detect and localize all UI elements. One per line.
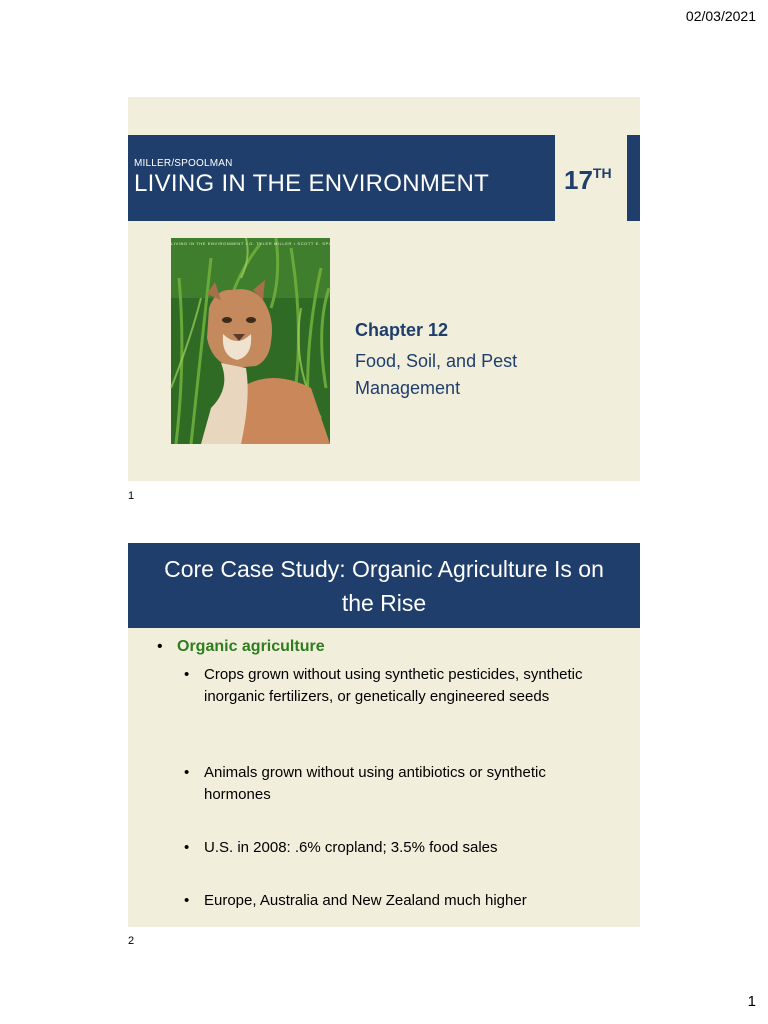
accent-bar [627,135,640,221]
bullet-dot: • [157,638,163,655]
authors: MILLER/SPOOLMAN [134,158,233,169]
cover-text: LIVING IN THE ENVIRONMENT • G. TYLER MILLER • SCOTT E. SPOOLMAN [171,241,350,246]
sub-bullet-text: U.S. in 2008: .6% cropland; 3.5% food sales [204,839,498,856]
main-bullet [157,636,627,660]
slide-1 [128,97,640,481]
slide-number-1: 1 [128,490,135,502]
cougar-cover-illustration [171,238,350,444]
bullet-dot: • [184,764,190,781]
print-date: 02/03/2021 [685,8,756,24]
slide-2 [128,543,640,927]
bullet-dot: • [184,839,190,856]
page-number: 1 [747,993,756,1010]
main-bullet-text: Organic agriculture [177,638,325,655]
slide-title: Core Case Study: Organic Agriculture Is on the Rise [164,555,604,616]
edition-number: 17 [564,165,593,195]
book-cover-image [171,238,350,444]
bullet-dot: • [184,666,190,683]
sub-bullet [184,664,604,734]
sub-bullet [184,890,604,914]
slide-header [128,543,640,628]
edition-label [564,165,612,196]
edition-suffix: TH [592,165,612,181]
sub-bullet-text: Animals grown without using antibiotics or synthetic hormones [204,764,546,803]
title-bar [128,135,555,221]
book-title: LIVING IN THE ENVIRONMENT [134,170,490,197]
sub-bullet [184,837,604,861]
sub-bullet [184,762,604,808]
bullet-dot: • [184,892,190,909]
chapter-title: Food, Soil, and Pest Management [355,351,518,398]
sub-bullet-text: Crops grown without using synthetic pesticides, synthetic inorganic fertilizers, or genetically engineered seeds [204,666,583,705]
slide-number-2: 2 [128,935,135,947]
chapter-label: Chapter 12 [355,320,449,340]
sub-bullet-text: Europe, Australia and New Zealand much higher [204,892,527,909]
